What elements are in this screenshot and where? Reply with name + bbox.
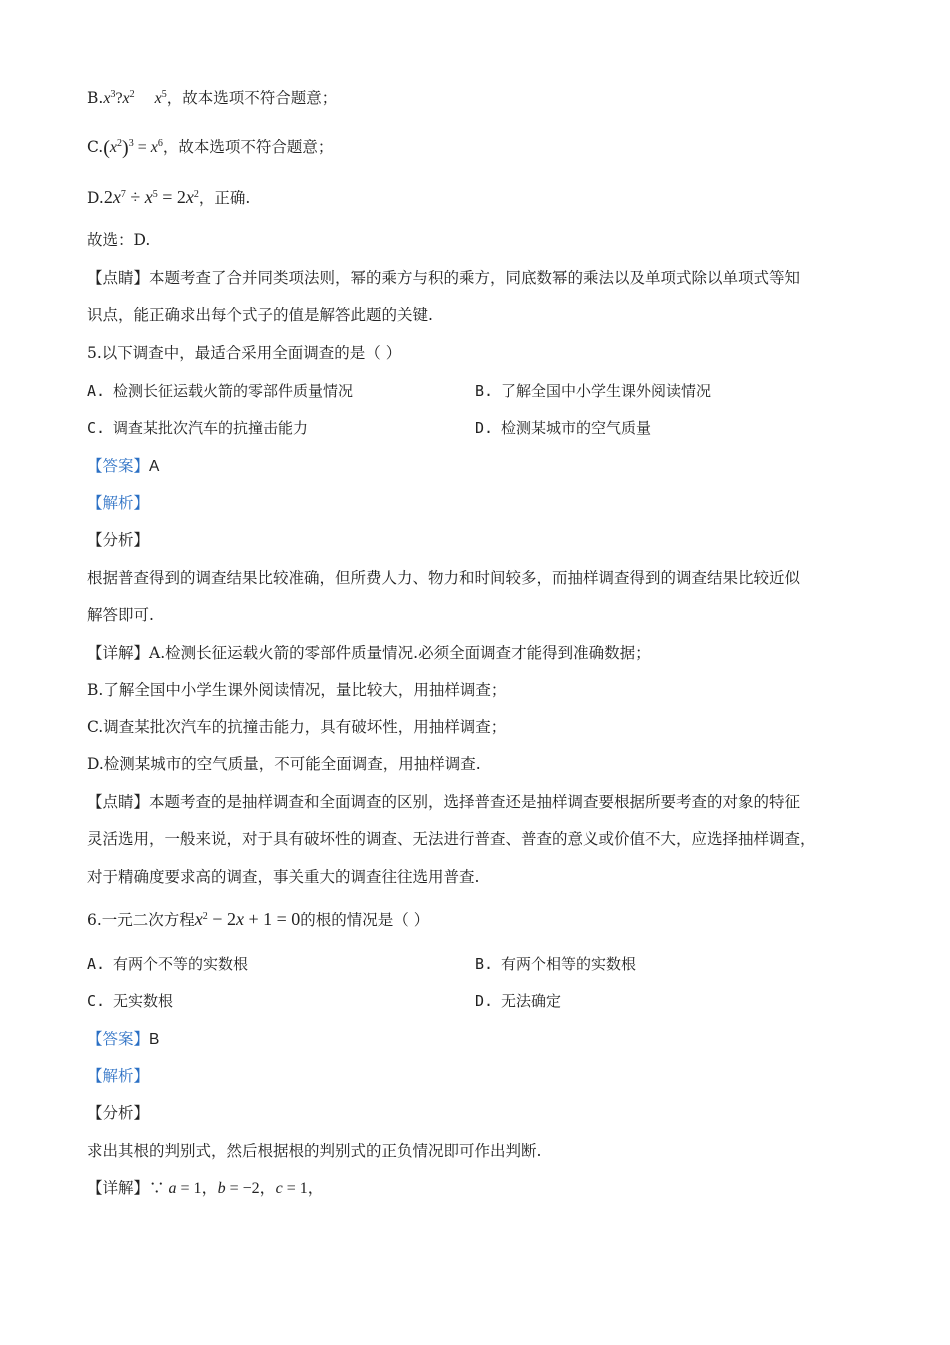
q5-detail: 【详解】A.检测长征运载火箭的零部件质量情况.必须全面调查才能得到准确数据； [87, 644, 651, 662]
q6-fenxi-tag: 【分析】 [87, 1104, 150, 1122]
q5-fenxi-tag: 【分析】 [87, 531, 150, 549]
q5-answer: 【答案】A [87, 457, 160, 475]
note-tag: 【点睛】 [87, 269, 150, 287]
q5-option-d: D. 检测某城市的空气质量 [475, 419, 652, 437]
q5-analysis-tag: 【解析】 [87, 494, 150, 512]
q5-option-b: B. 了解全国中小学生课外阅读情况 [475, 382, 712, 400]
q5-option-c: C. 调查某批次汽车的抗撞击能力 [87, 419, 309, 437]
q6-analysis-tag: 【解析】 [87, 1067, 150, 1085]
math-coefficients: a = 1，b = −2，c = 1， [164, 1178, 324, 1197]
q5-detail-b: B.了解全国中小学生课外阅读情况，量比较大，用抽样调查； [87, 681, 507, 699]
q6-fenxi-text: 求出其根的判别式，然后根据根的判别式的正负情况即可作出判断. [87, 1142, 542, 1160]
math-equation: $x^2 - 2x + 1 = 0$ [194, 909, 301, 929]
note-line-cont: 识点，能正确求出每个式子的值是解答此题的关键. [87, 306, 433, 324]
q6-option-b: B. 有两个相等的实数根 [475, 955, 637, 973]
q5-stem: 5.以下调查中，最适合采用全面调查的是（ ） [87, 344, 402, 362]
q5-note-b: 灵活选用，一般来说，对于具有破坏性的调查、无法进行普查、普查的意义或价值不大，应选择抽样调查， [87, 830, 816, 848]
q5-detail-d: D.检测某城市的空气质量，不可能全面调查，用抽样调查. [87, 755, 481, 773]
math-expr-b: $x^3?x^2$ $x^5$ [103, 89, 167, 107]
q5-note: 【点睛】本题考查的是抽样调查和全面调查的区别，选择普查还是抽样调查要根据所要考查的对象的特征 [87, 793, 801, 811]
q6-option-d: D. 无法确定 [475, 992, 562, 1010]
q6-answer: 【答案】B [87, 1030, 160, 1048]
q5-fenxi-text: 根据普查得到的调查结果比较准确，但所费人力、物力和时间较多，而抽样调查得到的调查结果比较近似 [87, 569, 801, 587]
solution-line-d: $D.2x^7 \div x^5 = 2x^2$，正确. [87, 187, 251, 207]
q6-option-c: C. 无实数根 [87, 992, 174, 1010]
because-symbol: ∵ [149, 1179, 165, 1197]
q6-detail: 【详解】∵ a = 1，b = −2，c = 1， [87, 1178, 324, 1197]
q6-stem: 6.一元二次方程$x^2 - 2x + 1 = 0$的根的情况是（ ） [87, 909, 430, 929]
math-expr-c: $(x^2)^3 = x^6$ [103, 137, 163, 159]
solution-line-b: $B.x^3?x^2$ $x^5$，故本选项不符合题意； [87, 89, 338, 107]
choose-line: 故选：D. [87, 231, 151, 249]
solution-line-c: $C.(x^2)^3 = x^6$，故本选项不符合题意； [87, 137, 334, 159]
q5-option-a: A. 检测长征运载火箭的零部件质量情况 [87, 382, 354, 400]
note-line: 【点睛】本题考查了合并同类项法则，幂的乘方与积的乘方，同底数幂的乘法以及单项式除以单项式等知 [87, 269, 801, 287]
q5-detail-c: C.调查某批次汽车的抗撞击能力，具有破坏性，用抽样调查； [87, 718, 507, 736]
q5-note-c: 对于精确度要求高的调查，事关重大的调查往往选用普查. [87, 868, 480, 886]
q5-fenxi-text-cont: 解答即可. [87, 606, 154, 624]
math-expr-d: $2x^7 \div x^5 = 2x^2$ [103, 187, 199, 207]
q6-option-a: A. 有两个不等的实数根 [87, 955, 249, 973]
